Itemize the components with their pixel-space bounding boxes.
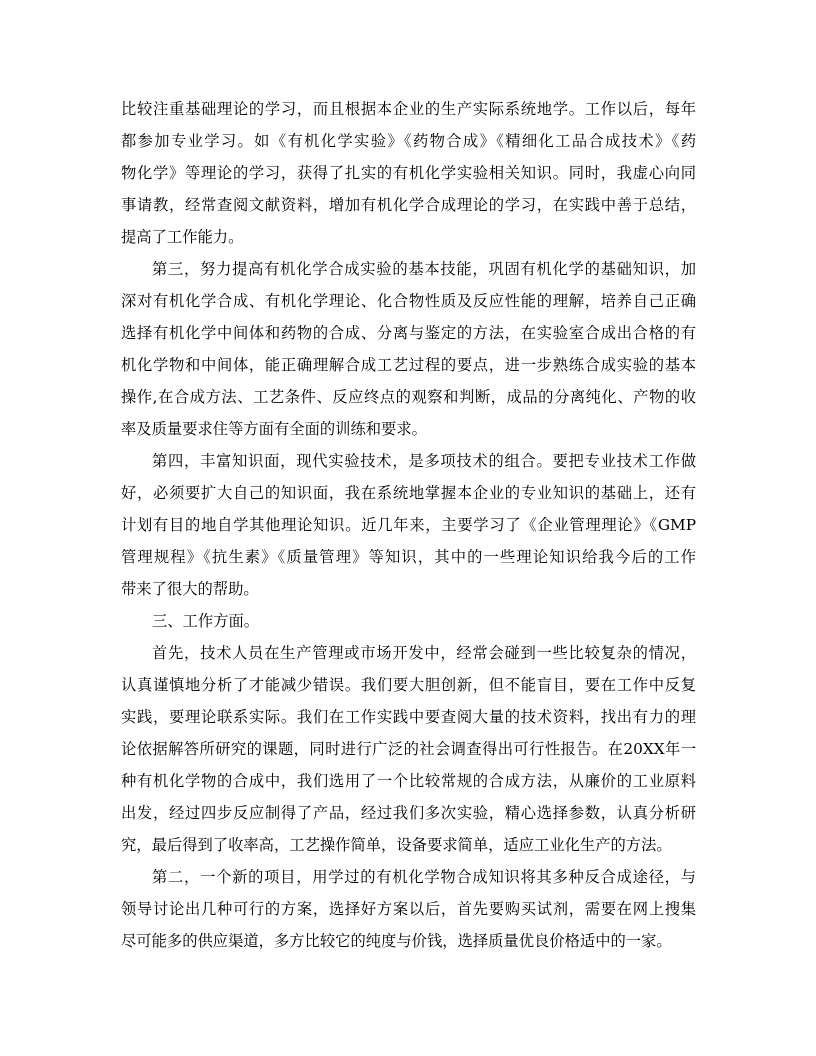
text-line: 认真谨慎地分析了才能减少错误。我们要大胆创新，但不能盲目，要在工作中反复 <box>121 676 696 694</box>
text-line: 首先，技术人员在生产管理或市场开发中，经常会碰到一些比较复杂的情况， <box>152 644 696 662</box>
text-line: 实践，要理论联系实际。我们在工作实践中要查阅大量的技术资料，找出有力的理 <box>121 708 696 726</box>
paragraph-2 <box>121 253 696 445</box>
text-line: 物化学》等理论的学习，获得了扎实的有机化学实验相关知识。同时，我虚心向同 <box>121 164 696 182</box>
text-line: 第三，努力提高有机化学合成实验的基本技能，巩固有机化学的基础知识，加 <box>152 260 696 278</box>
text-line: 操作,在合成方法、工艺条件、反应终点的观察和判断，成品的分离纯化、产物的收 <box>121 388 696 406</box>
text-line: 提高了工作能力。 <box>121 228 244 246</box>
text-line: 机化学物和中间体，能正确理解合成工艺过程的要点，进一步熟练合成实验的基本 <box>121 356 696 374</box>
paragraph-3 <box>121 445 696 605</box>
text-line: 出发，经过四步反应制得了产品，经过我们多次实验，精心选择参数，认真分析研 <box>121 804 696 822</box>
text-line: 计划有目的地自学其他理论知识。近几年来，主要学习了《企业管理理论》《GMP <box>121 516 696 534</box>
text-line: 率及质量要求住等方面有全面的训练和要求。 <box>121 420 427 438</box>
text-line: 带来了很大的帮助。 <box>121 580 259 598</box>
text-line: 领导讨论出几种可行的方案，选择好方案以后，首先要购买试剂，需要在网上搜集 <box>121 900 696 918</box>
text-line: 管理规程》《抗生素》《质量管理》等知识，其中的一些理论知识给我今后的工作 <box>121 548 696 566</box>
text-line: 论依据解答所研究的课题，同时进行广泛的社会调查得出可行性报告。在20XX年一 <box>121 740 696 758</box>
section-heading <box>121 605 696 637</box>
text-line: 第二，一个新的项目，用学过的有机化学物合成知识将其多种反合成途径，与 <box>152 868 696 886</box>
text-line: 都参加专业学习。如《有机化学实验》《药物合成》《精细化工品合成技术》《药 <box>121 132 696 150</box>
text-line: 第四，丰富知识面，现代实验技术，是多项技术的组合。要把专业技术工作做 <box>152 452 696 470</box>
text-line: 比较注重基础理论的学习，而且根据本企业的生产实际系统地学。工作以后，每年 <box>121 100 696 118</box>
text-line: 深对有机化学合成、有机化学理论、化合物性质及反应性能的理解，培养自己正确 <box>121 292 696 310</box>
paragraph-5 <box>121 637 696 861</box>
paragraph-6 <box>121 861 696 957</box>
text-line: 好，必须要扩大自己的知识面，我在系统地掌握本企业的专业知识的基础上，还有 <box>121 484 696 502</box>
text-line: 选择有机化学中间体和药物的合成、分离与鉴定的方法，在实验室合成出合格的有 <box>121 324 696 342</box>
text-line: 事请教，经常查阅文献资料，增加有机化学合成理论的学习，在实践中善于总结， <box>121 196 696 214</box>
document-page <box>121 93 696 957</box>
text-line: 种有机化学物的合成中，我们选用了一个比较常规的合成方法，从廉价的工业原料 <box>121 772 696 790</box>
text-line: 究，最后得到了收率高，工艺操作简单，设备要求简单，适应工业化生产的方法。 <box>121 836 672 854</box>
text-line: 尽可能多的供应渠道，多方比较它的纯度与价钱，选择质量优良价格适中的一家。 <box>121 932 672 950</box>
text-line: 三、工作方面。 <box>152 612 260 630</box>
paragraph-1 <box>121 93 696 253</box>
